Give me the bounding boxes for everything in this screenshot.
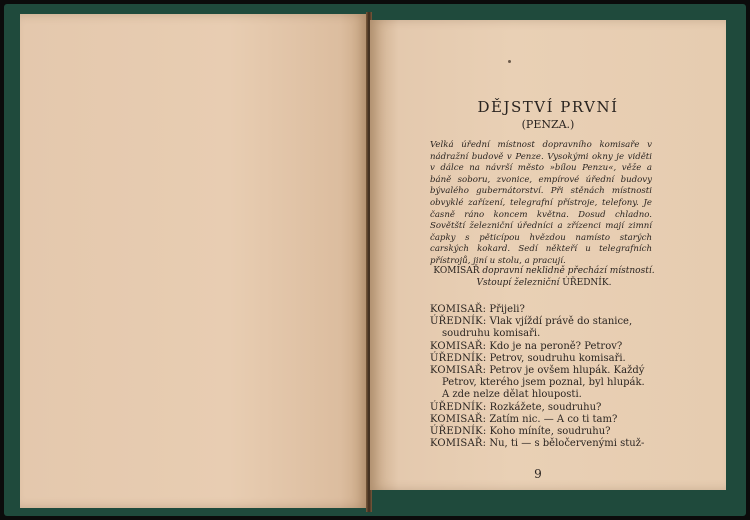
entry-text-1: dopravní neklidně přechází místností. — [482, 266, 655, 276]
dialogue-text: Nu, ti — s běločervenými stuž- — [486, 438, 645, 450]
dialogue-continuation: Petrov, kterého jsem poznal, byl hlupák. — [442, 377, 645, 389]
right-page — [370, 20, 726, 490]
entry-text-2: Vstoupí železniční — [476, 277, 560, 288]
entry-speaker-2: ÚŘEDNÍK. — [562, 277, 612, 288]
dialogue-text: Petrov je ovšem hlupák. Každý — [486, 365, 645, 377]
dialogue-text: Petrov, soudruhu komisaři. — [486, 352, 626, 364]
dialogue-text: Zatím nic. — A co ti tam? — [486, 413, 618, 425]
dialogue-line — [430, 438, 658, 450]
page-number: 9 — [534, 467, 542, 481]
act-title: DĚJSTVÍ PRVNÍ — [477, 98, 619, 116]
dialogue-speaker: KOMISAŘ: — [430, 340, 487, 352]
dialogue-text: Koho míníte, soudruhu? — [486, 426, 611, 438]
dialogue-text: Vlak vjíždí právě do stanice, — [486, 316, 633, 328]
dialogue-line — [430, 426, 658, 438]
dialogue-line — [430, 304, 658, 316]
page-speck — [508, 60, 511, 63]
entry-direction — [428, 266, 660, 289]
dialogue-speaker: ÚŘEDNÍK: — [430, 352, 487, 364]
dialogue-line — [430, 353, 658, 365]
dialogue-speaker: KOMISAŘ: — [430, 413, 487, 425]
dialogue-line — [430, 341, 658, 353]
stage-direction: Velká úřední místnost dopravního komisaře v nádražní budově v Penze. Vysokými okny je viděti v dálce na návrší město »bílou Penzu«, věže a báně soboru, zvonice, empírové úřední budovy bývalého gubernátorství. Při stěnách místnosti obvyklé zařízení, telegrafní přístroje, telefony. Je časně ráno koncem května. Dosud chladno. Sovětští železniční úředníci a zřízenci mají zimní čapky s pěticípou hvězdou namísto starých carských kokard. Sedí někteří u telegrafních přístrojů, jiní u stolu, a pracují. — [430, 140, 652, 266]
dialogue-text: Kdo je na peroně? Petrov? — [486, 340, 623, 352]
act-place: (PENZA.) — [521, 118, 575, 131]
dialogue-speaker: ÚŘEDNÍK: — [430, 401, 487, 413]
dialogue-line — [430, 316, 658, 328]
dialogue-speaker: ÚŘEDNÍK: — [430, 426, 487, 438]
dialogue-block — [430, 304, 658, 450]
dialogue-line — [430, 414, 658, 426]
dialogue-speaker: ÚŘEDNÍK: — [430, 316, 487, 328]
book-cover — [4, 4, 746, 516]
dialogue-line — [430, 365, 658, 377]
entry-speaker: KOMISAŘ — [433, 266, 480, 276]
dialogue-text: Přijeli? — [486, 304, 525, 315]
dialogue-continuation: soudruhu komisaři. — [442, 328, 541, 340]
dialogue-speaker: KOMISAŘ: — [430, 438, 487, 450]
dialogue-speaker: KOMISAŘ: — [430, 304, 487, 315]
dialogue-text: Rozkážete, soudruhu? — [486, 401, 602, 413]
dialogue-line — [430, 402, 658, 414]
dialogue-speaker: KOMISAŘ: — [430, 365, 487, 377]
dialogue-continuation: A zde nelze dělat hlouposti. — [442, 389, 582, 401]
left-page-blank — [20, 14, 368, 508]
